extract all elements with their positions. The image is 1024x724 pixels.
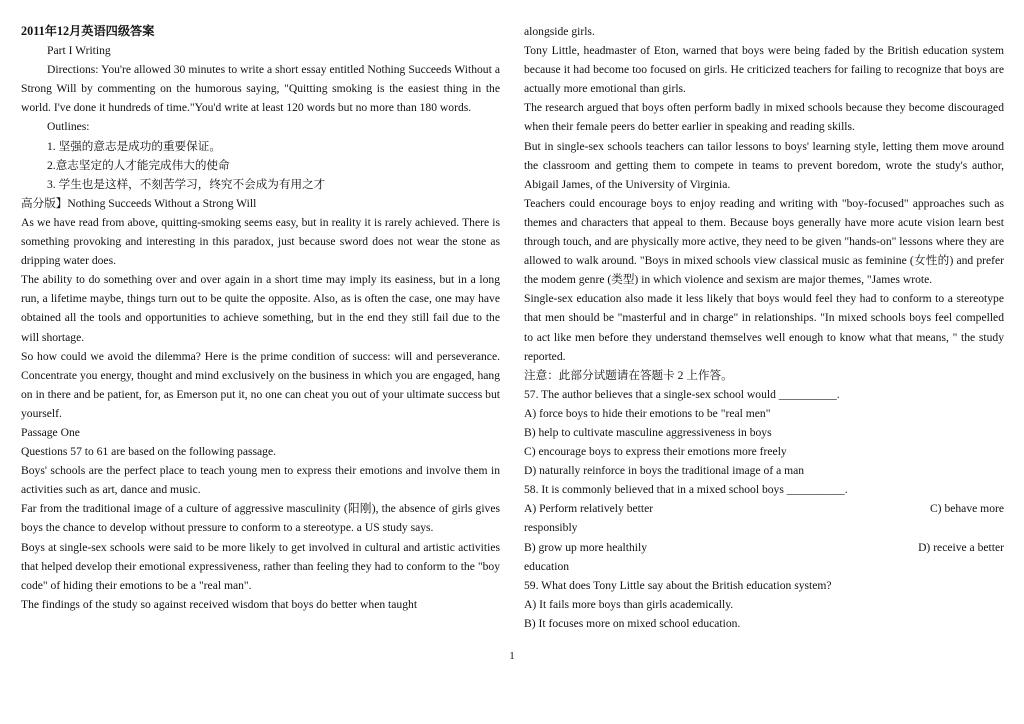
answer-sheet-note: 注意：此部分试题请在答题卡 2 上作答。 [524, 368, 733, 382]
question-58-options-row-1 [524, 499, 1004, 518]
outline-item-3: 3. 学生也是这样，不刻苦学习，终究不会成为有用之才 [47, 177, 326, 191]
right-column [524, 22, 1004, 633]
question-57-option-b: B) help to cultivate masculine aggressiveness in boys [524, 425, 772, 439]
question-59-option-a: A) It fails more boys than girls academically. [524, 597, 734, 611]
question-57-option-c: C) encourage boys to express their emotions more freely [524, 445, 787, 459]
outline-item-1: 1. 坚强的意志是成功的重要保证。 [47, 139, 221, 153]
essay-paragraph-3: So how could we avoid the dilemma? Here is the prime condition of success: will and perseverance. Concentrate you energy, thought and mind exclusively on the business in which you are engaged, hang on in there and be patient, for, as Emerson put it, no one can cheat you out of your ultimate success but yourself. [21, 349, 500, 420]
passage-paragraph-1: Boys' schools are the perfect place to teach young men to express their emotions and involve them in activities such as art, dance and music. [21, 464, 500, 497]
question-58-option-d: D) receive a better [918, 540, 1004, 554]
questions-intro: Questions 57 to 61 are based on the following passage. [21, 445, 277, 459]
question-59: 59. What does Tony Little say about the British education system? [524, 578, 832, 592]
question-57-option-a: A) force boys to hide their emotions to be "real men" [524, 406, 771, 420]
passage-label: Passage One [21, 425, 80, 439]
passage-paragraph-3: Boys at single-sex schools were said to be more likely to get involved in cultural and artistic activities that helped develop their emotional expressiveness, rather than feeling they had to conform to the "boy code" of hiding their emotions to be a "real man". [21, 540, 500, 592]
question-57: 57. The author believes that a single-sex school would __________. [524, 387, 840, 401]
question-57-option-d: D) naturally reinforce in boys the traditional image of a man [524, 464, 805, 478]
question-58-option-c: C) behave more [929, 502, 1004, 516]
essay-heading: 高分版】Nothing Succeeds Without a Strong Will [21, 196, 257, 210]
passage-paragraph-2: Far from the traditional image of a culture of aggressive masculinity (阳刚), the absence of girls gives boys the chance to develop without pressure to conform to a stereotype. a US study says. [21, 502, 500, 535]
left-column [21, 22, 500, 614]
part-heading: Part I Writing [47, 44, 111, 58]
question-58-option-a: A) Perform relatively better [524, 502, 654, 516]
passage-paragraph-6: The research argued that boys often perform badly in mixed schools because they become discouraged when their female peers do better earlier in speaking and reading skills. [524, 101, 1004, 134]
page-number: 1 [509, 650, 515, 662]
essay-paragraph-2: The ability to do something over and over again in a short time may imply its easiness, but in a long run, a lifetime maybe, things turn out to be quite the opposite. Also, as is often the case, one may have obtained all the tools and opportunities to achieve something, but in the end they still fail due to the will shortage. [21, 273, 500, 344]
essay-paragraph-1: As we have read from above, quitting-smoking seems easy, but in reality it is rarely achieved. There is something provoking and interesting in this paradox, just because sword does not wear the stone as dripping water does. [21, 215, 500, 268]
passage-continuation: alongside girls. [524, 25, 595, 38]
outlines-label: Outlines: [47, 120, 90, 134]
question-59-option-b: B) It focuses more on mixed school education. [524, 616, 741, 630]
directions-paragraph: Directions: You're allowed 30 minutes to write a short essay entitled Nothing Succeeds Without a Strong Will by commenting on the humorous saying, "Quitting smoking is the easiest thing in the world. I've done it hundreds of time."You'd write at least 120 words but no more than 180 words. [21, 63, 500, 115]
passage-paragraph-8: Teachers could encourage boys to enjoy reading and writing with "boy-focused" approaches such as themes and characters that appeal to them. Because boys generally have more acute vision learn best through touch, and are physically more active, they need to be given "hands-on" lessons where they are allowed to walk around. "Boys in mixed schools view classical music as feminine (女性的) and prefer the modem genre (类型) in which violence and sexism are major themes, "James wrote. [524, 196, 1004, 287]
document-title: 2011年12月英语四级答案 [21, 24, 155, 38]
passage-paragraph-9: Single-sex education also made it less likely that boys would feel they had to conform to a stereotype that men should be "masterful and in charge" in relationships. "In mixed schools boys feel compelled to act like men before they understand themselves well enough to know what that means, " the study reported. [524, 292, 1004, 363]
passage-paragraph-7: But in single-sex schools teachers can tailor lessons to boys' learning style, letting them move around the classroom and getting them to compete in teams to prevent boredom, wrote the study's author, Abigail James, of the University of Virginia. [524, 139, 1004, 191]
question-58-options-row-2 [524, 538, 1004, 557]
passage-paragraph-5: Tony Little, headmaster of Eton, warned that boys were being faded by the British education system because it had become too focused on girls. He criticized teachers for failing to recognize that boys are actually more emotional than girls. [524, 44, 1004, 96]
question-58-option-b: B) grow up more healthily [524, 540, 647, 554]
question-58-option-d-continued: education [524, 559, 570, 573]
question-58-option-c-continued: responsibly [524, 521, 578, 535]
passage-paragraph-4: The findings of the study so against received wisdom that boys do better when taught [21, 597, 418, 611]
outline-item-2: 2.意志坚定的人才能完成伟大的使命 [47, 158, 230, 172]
question-58: 58. It is commonly believed that in a mixed school boys __________. [524, 483, 848, 497]
